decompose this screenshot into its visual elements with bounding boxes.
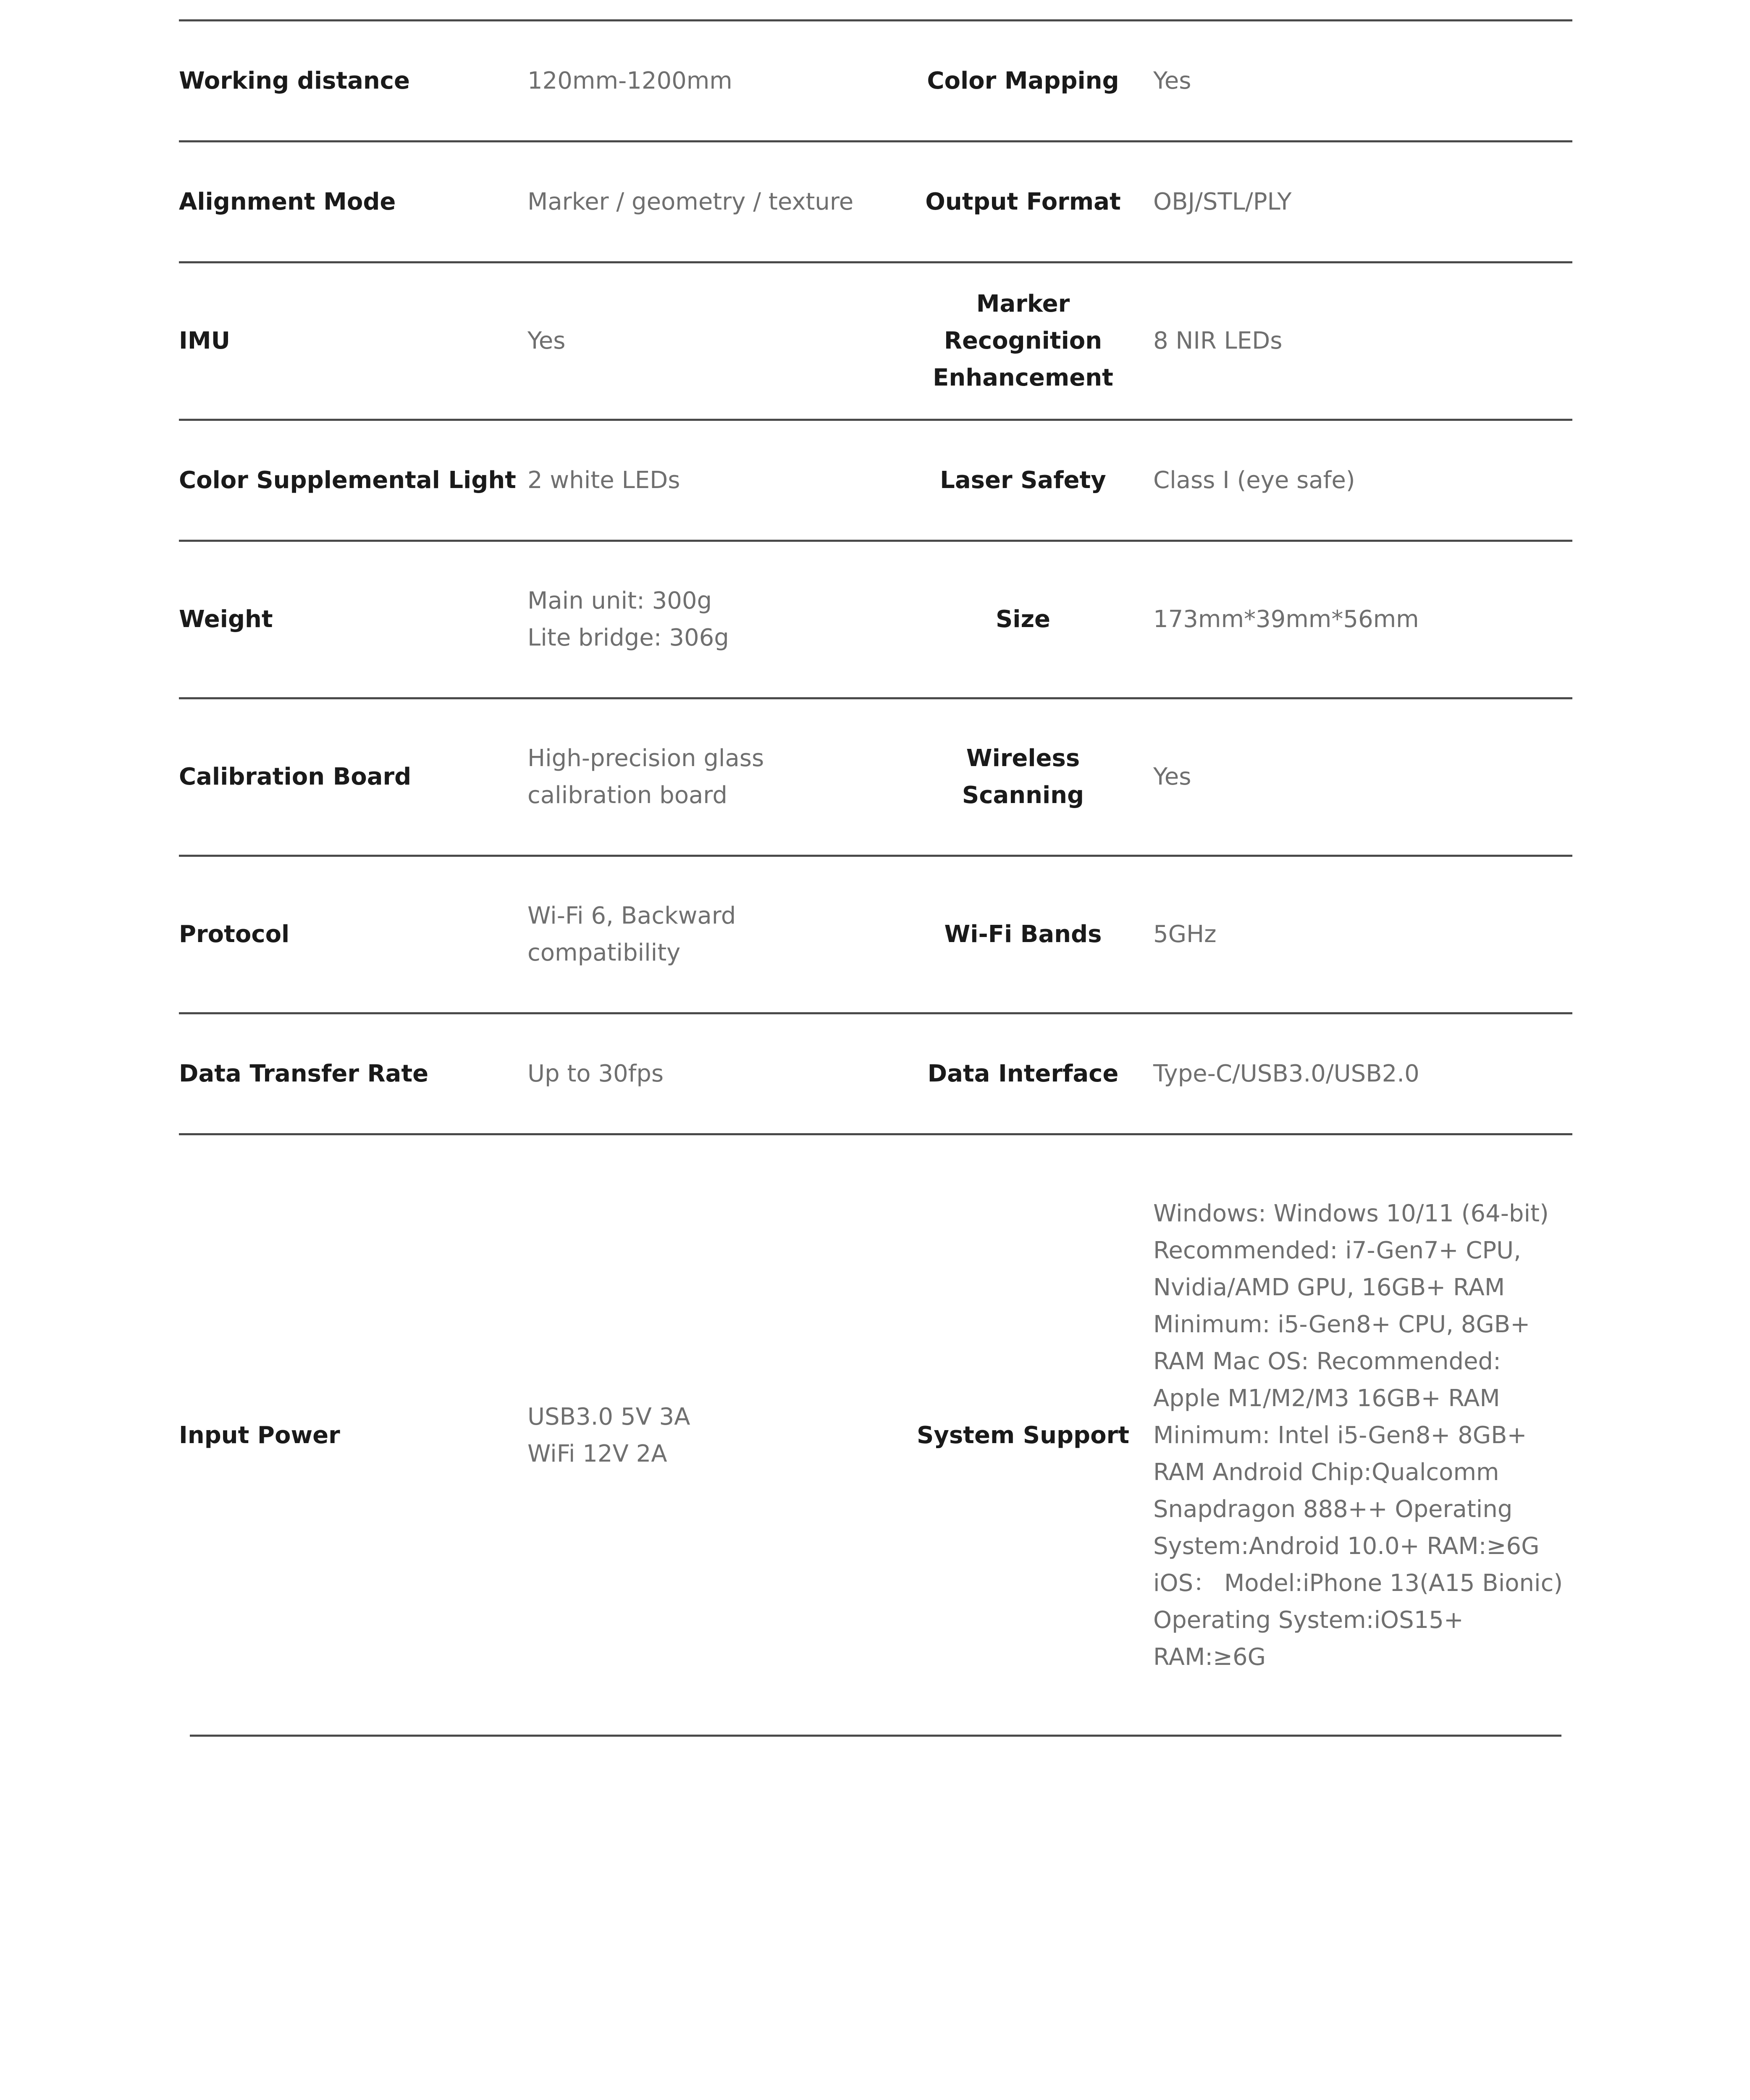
spec-row-weight <box>179 542 1572 699</box>
spec-label: IMU <box>179 327 231 354</box>
spec-value: 173mm*39mm*56mm <box>1153 606 1419 633</box>
spec-value: OBJ/STL/PLY <box>1153 188 1292 215</box>
spec-value: 5GHz <box>1153 921 1217 948</box>
spec-label: Working distance <box>179 67 410 94</box>
spec-value: 2 white LEDs <box>527 466 680 494</box>
spec-row-imu <box>179 263 1572 421</box>
spec-label: Data Interface <box>927 1060 1119 1087</box>
spec-label: Protocol <box>179 921 290 948</box>
spec-label: System Support <box>917 1422 1129 1449</box>
spec-label: Wi-Fi Bands <box>944 921 1102 948</box>
spec-label: Color Mapping <box>927 67 1119 94</box>
spec-value: Yes <box>527 327 566 354</box>
spec-value: Yes <box>1153 67 1191 94</box>
spec-value: High-precision glass calibration board <box>527 745 764 809</box>
table-bottom-divider <box>190 1735 1561 1737</box>
spec-value: Wi-Fi 6, Backward compatibility <box>527 902 736 966</box>
spec-label: Data Transfer Rate <box>179 1060 429 1087</box>
spec-value: 8 NIR LEDs <box>1153 327 1283 354</box>
spec-value: USB3.0 5V 3A WiFi 12V 2A <box>527 1403 690 1467</box>
spec-label: Calibration Board <box>179 763 412 790</box>
spec-value: Type-C/USB3.0/USB2.0 <box>1153 1060 1419 1087</box>
spec-label: Weight <box>179 606 273 633</box>
spec-label: Size <box>995 606 1051 633</box>
spec-row-protocol <box>179 857 1572 1014</box>
spec-row-alignment-mode <box>179 142 1572 263</box>
spec-value: Main unit: 300g Lite bridge: 306g <box>527 587 729 651</box>
spec-row-input-power <box>179 1135 1572 1736</box>
spec-label: Marker Recognition Enhancement <box>933 290 1113 391</box>
spec-value: Up to 30fps <box>527 1060 664 1087</box>
spec-label: Color Supplemental Light <box>179 466 516 494</box>
spec-value: Marker / geometry / texture <box>527 188 854 215</box>
spec-label: Alignment Mode <box>179 188 396 215</box>
spec-label: Input Power <box>179 1422 340 1449</box>
spec-value: Class I (eye safe) <box>1153 466 1355 494</box>
spec-label: Output Format <box>925 188 1121 215</box>
spec-row-calibration-board <box>179 699 1572 857</box>
spec-row-data-transfer-rate <box>179 1014 1572 1135</box>
spec-row-working-distance <box>179 21 1572 142</box>
spec-value: Yes <box>1153 763 1191 790</box>
spec-label: Wireless Scanning <box>962 745 1084 809</box>
spec-table <box>179 19 1572 1736</box>
spec-row-color-supplemental-light <box>179 421 1572 542</box>
spec-label: Laser Safety <box>940 466 1106 494</box>
spec-value: 120mm-1200mm <box>527 67 732 94</box>
spec-value: Windows: Windows 10/11 (64-bit) Recommended: i7-Gen7+ CPU, Nvidia/AMD GPU, 16GB+ RAM Minimum: i5-Gen8+ CPU, 8GB+ RAM Mac OS: Recommended: Apple M1/M2/M3 16GB+ RAM Minimum: Intel i5-Gen8+ 8GB+ RAM Android Chip:Qualcomm Snapdragon 888++ Operating System:Android 10.0+ RAM:≥6G iOS： Model:iPhone 13(A15 Bionic) Operating System:iOS15+ RAM:≥6G <box>1153 1200 1563 1671</box>
